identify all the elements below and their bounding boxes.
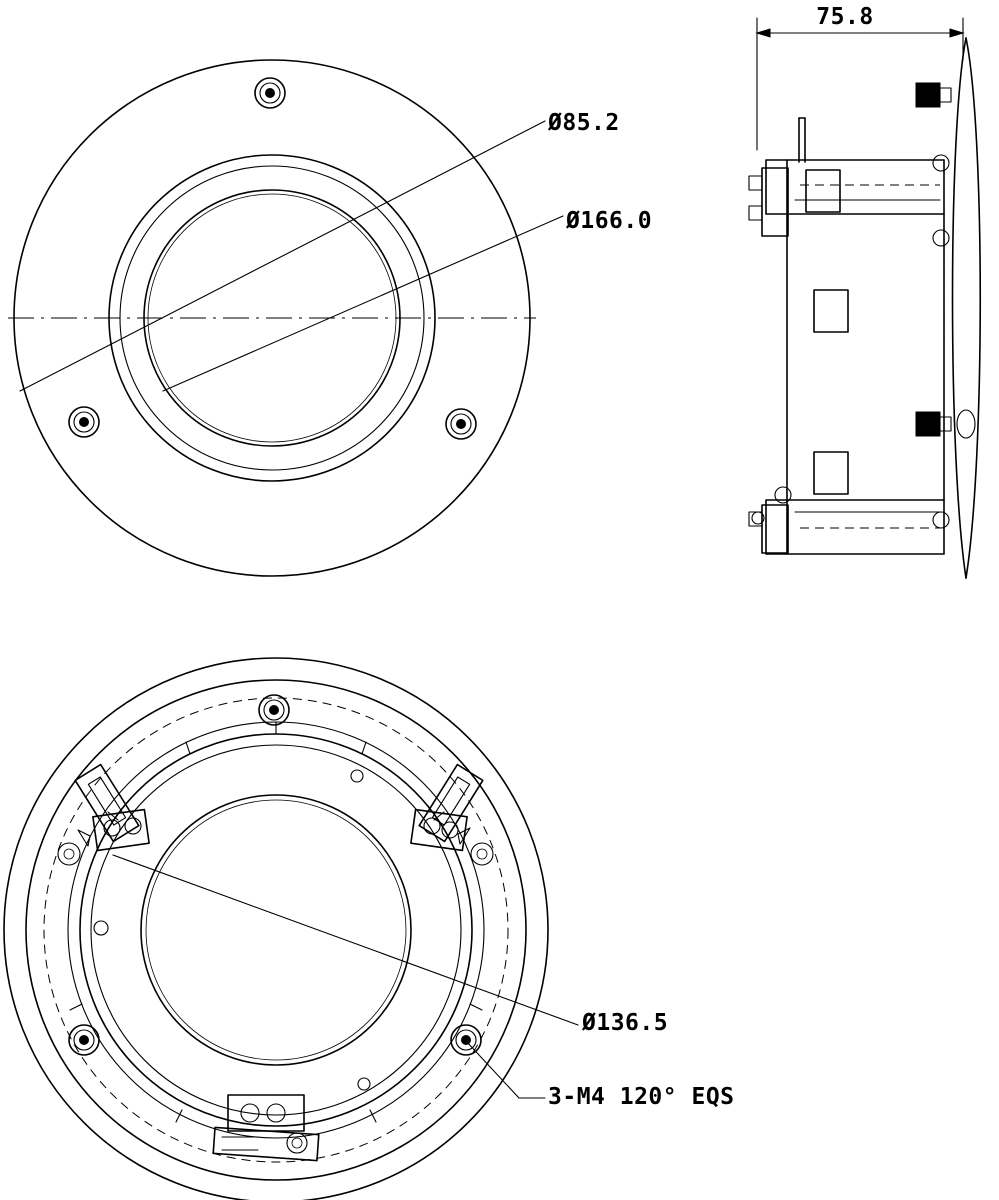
rear-outer-circle-inner	[26, 680, 526, 1180]
side-screw-lower	[916, 412, 940, 436]
rear-bore-outer	[141, 795, 411, 1065]
side-body-upper	[766, 160, 944, 214]
side-left-tab-b	[749, 206, 762, 220]
dim-label-d1365: Ø136.5	[582, 1010, 669, 1036]
front-screw-top	[255, 78, 285, 108]
rear-ring-outer	[68, 722, 484, 1138]
rear-hidden-bolt-circle	[44, 698, 508, 1162]
side-screw-lower-tip	[940, 417, 951, 431]
rear-screw-lower-left	[69, 1025, 99, 1055]
dim-label-d852: Ø85.2	[548, 110, 620, 136]
rear-ring-mid	[80, 734, 472, 1126]
rear-bracket-bottom	[213, 1095, 319, 1161]
leader-d852	[20, 121, 545, 391]
rear-ring-inner	[91, 745, 461, 1115]
leader-threads-seg1	[466, 1041, 519, 1098]
side-pin-mid	[933, 230, 949, 246]
side-left-tab-a	[749, 176, 762, 190]
rear-bracket-upper-right	[411, 765, 493, 865]
note-label-threads: 3-M4 120° EQS	[548, 1084, 735, 1110]
side-pin-upper	[933, 155, 949, 171]
side-inner-chamber-upper	[806, 170, 840, 212]
rear-bore-inner	[146, 800, 406, 1060]
arrow-depth-left	[757, 29, 770, 37]
arrow-depth-right	[950, 29, 963, 37]
leader-d1660	[163, 216, 563, 391]
rear-hole-left	[94, 921, 108, 935]
side-view	[749, 18, 980, 578]
front-view	[8, 60, 563, 576]
front-screw-lower-left	[69, 407, 99, 437]
front-screw-lower-right	[446, 409, 476, 439]
rear-hole-lower-right	[358, 1078, 370, 1090]
side-dome-outer-profile	[966, 38, 980, 578]
side-pin-lower	[933, 512, 949, 528]
dim-label-depth: 75.8	[816, 4, 874, 30]
rear-outer-circle	[4, 658, 548, 1200]
side-screw-upper	[916, 83, 940, 107]
rear-screw-lower-right	[451, 1025, 481, 1055]
dim-label-d1660: Ø166.0	[566, 208, 653, 234]
rear-view	[4, 658, 578, 1200]
side-screw-upper-tip	[940, 88, 951, 102]
leader-d1365	[113, 855, 578, 1025]
side-body-lower	[766, 500, 944, 554]
side-dome-inner-profile	[953, 38, 967, 578]
rear-bracket-upper-left	[58, 765, 149, 865]
side-inner-chamber-lower	[814, 452, 848, 494]
side-inner-chamber-mid	[814, 290, 848, 332]
rear-screw-top	[259, 695, 289, 725]
rear-hole-upper-right	[351, 770, 363, 782]
side-dome-detail-ellipse	[957, 410, 975, 438]
